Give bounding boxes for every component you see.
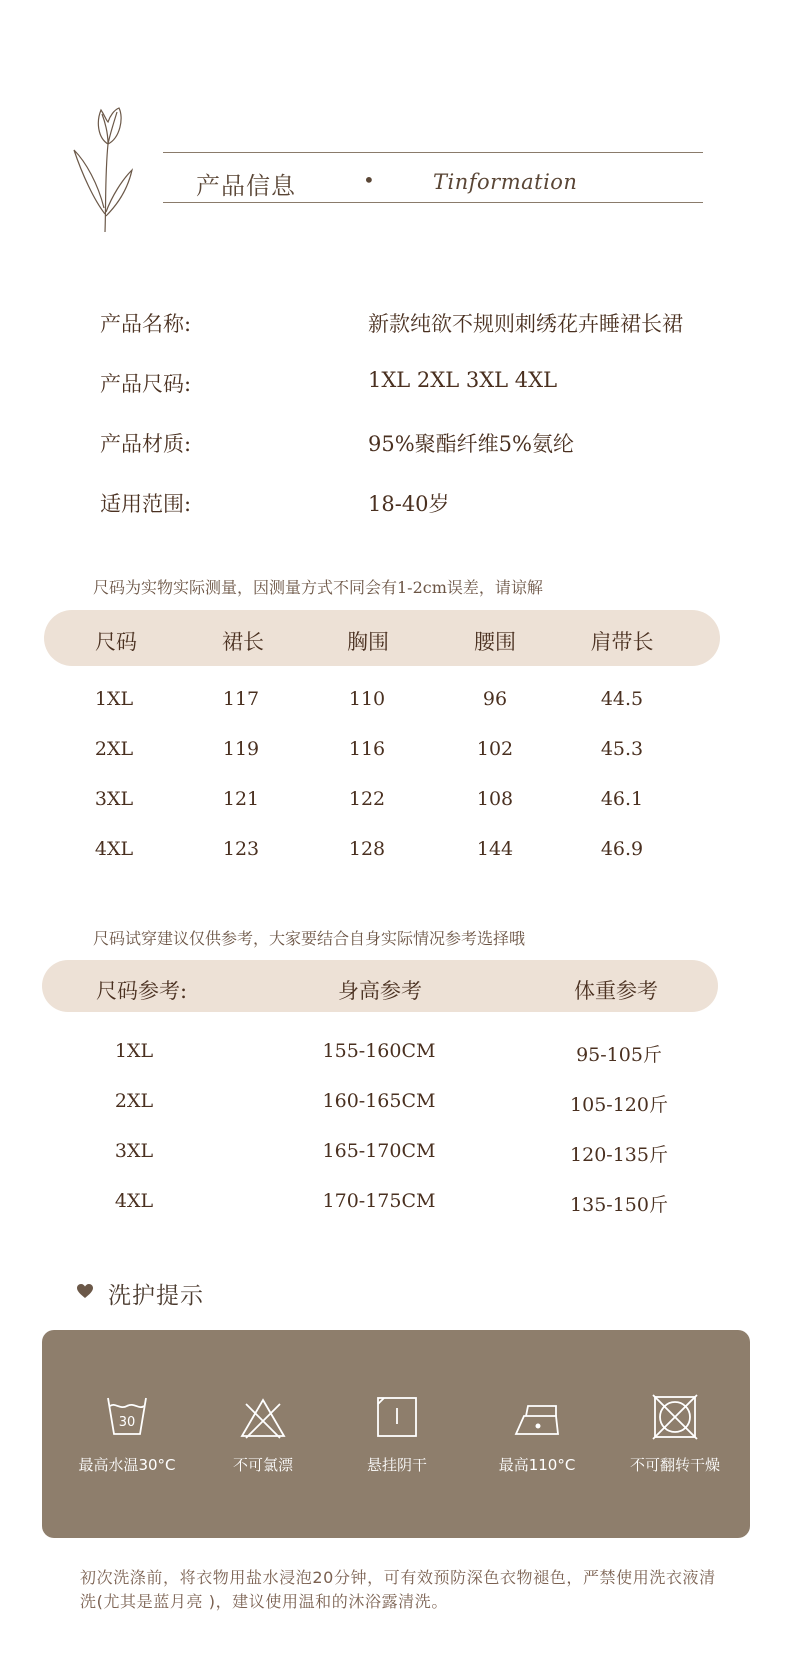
info-value-material: 95%聚酯纤维5%氨纶: [368, 432, 574, 456]
table-cell: 119: [222, 738, 260, 760]
wash-30-icon: [102, 1392, 152, 1442]
iron-110-icon: [512, 1392, 562, 1442]
table-cell: 110: [348, 688, 386, 710]
table-cell: 128: [348, 838, 386, 860]
header-rule-bottom: [163, 202, 703, 203]
table-cell: 1XL: [114, 1040, 154, 1062]
care-label: 悬挂阴干: [366, 1456, 427, 1474]
table-cell: 4XL: [114, 1190, 154, 1212]
info-value-size: 1XL 2XL 3XL 4XL: [368, 368, 558, 392]
fit-col-header: 尺码参考:: [96, 979, 188, 1003]
fit-note: 尺码试穿建议仅供参考，大家要结合自身实际情况参考选择哦: [93, 929, 526, 948]
table-cell: 3XL: [94, 788, 134, 810]
info-label-size: 产品尺码:: [100, 372, 192, 396]
care-label: 不可翻转干燥: [629, 1456, 720, 1474]
size-col-header: 胸围: [347, 630, 389, 654]
section-title-cn: 产品信息: [196, 172, 296, 200]
table-cell: 45.3: [600, 738, 644, 760]
heart-icon: [76, 1283, 94, 1299]
table-cell: 165-170CM: [322, 1140, 436, 1162]
svg-text:30: 30: [118, 1415, 136, 1430]
table-cell: 105-120斤: [570, 1094, 668, 1116]
table-cell: 1XL: [94, 688, 134, 710]
care-label: 最高水温30°C: [78, 1456, 176, 1474]
size-col-header: 尺码: [95, 630, 137, 654]
table-cell: 2XL: [94, 738, 134, 760]
size-col-header: 裙长: [222, 630, 264, 654]
info-label-range: 适用范围:: [100, 492, 192, 516]
tulip-illustration: [72, 104, 142, 234]
care-label: 不可氯漂: [232, 1456, 293, 1474]
no-tumble-dry-icon: [650, 1392, 700, 1442]
size-col-header: 肩带长: [590, 630, 654, 654]
header-rule-top: [163, 152, 703, 153]
care-label: 最高110°C: [498, 1456, 576, 1474]
table-cell: 95-105斤: [576, 1044, 662, 1066]
section-title-en: Tinformation: [433, 170, 578, 194]
table-cell: 4XL: [94, 838, 134, 860]
info-label-name: 产品名称:: [100, 312, 192, 336]
hang-dry-icon: [372, 1392, 422, 1442]
table-cell: 123: [222, 838, 260, 860]
table-cell: 120-135斤: [570, 1144, 668, 1166]
size-col-header: 腰围: [474, 630, 516, 654]
table-cell: 117: [222, 688, 260, 710]
table-cell: 46.9: [600, 838, 644, 860]
table-cell: 3XL: [114, 1140, 154, 1162]
care-panel: [42, 1330, 750, 1538]
table-cell: 144: [476, 838, 514, 860]
fit-col-header: 身高参考: [338, 979, 422, 1003]
table-cell: 160-165CM: [322, 1090, 436, 1112]
care-title: 洗护提示: [108, 1283, 204, 1309]
table-cell: 96: [482, 688, 508, 710]
table-cell: 135-150斤: [570, 1194, 668, 1216]
table-cell: 121: [222, 788, 260, 810]
table-cell: 108: [476, 788, 514, 810]
title-separator: •: [363, 168, 375, 192]
table-cell: 155-160CM: [322, 1040, 436, 1062]
table-cell: 102: [476, 738, 514, 760]
table-cell: 170-175CM: [322, 1190, 436, 1212]
info-label-material: 产品材质:: [100, 432, 192, 456]
no-bleach-icon: [238, 1392, 288, 1442]
info-value-name: 新款纯欲不规则刺绣花卉睡裙长裙: [368, 312, 683, 336]
fit-col-header: 体重参考: [574, 979, 658, 1003]
size-note: 尺码为实物实际测量，因测量方式不同会有1-2cm误差，请谅解: [93, 578, 543, 597]
table-cell: 2XL: [114, 1090, 154, 1112]
table-cell: 122: [348, 788, 386, 810]
care-instructions: 初次洗涤前，将衣物用盐水浸泡20分钟，可有效预防深色衣物褪色，严禁使用洗衣液清洗(尤其是蓝月亮 )，建议使用温和的沐浴露清洗。: [80, 1568, 716, 1611]
info-value-range: 18-40岁: [368, 492, 450, 516]
table-cell: 44.5: [600, 688, 644, 710]
table-cell: 46.1: [600, 788, 644, 810]
table-cell: 116: [348, 738, 386, 760]
